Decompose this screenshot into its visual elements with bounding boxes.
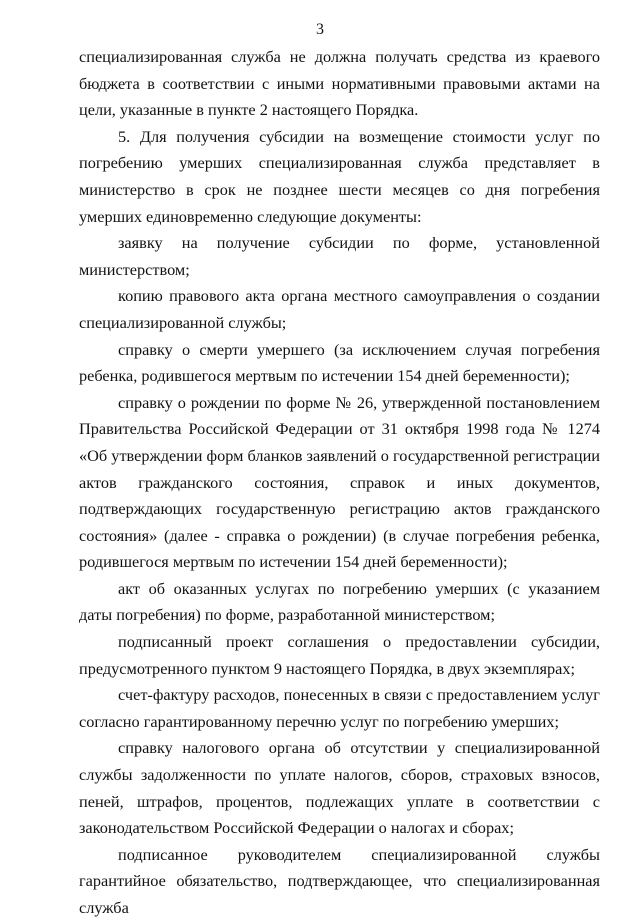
paragraph-guarantee: подписанное руководителем специализированной службы гарантийное обязательство, подтверждающее, что специализированная служба	[79, 844, 600, 917]
paragraph-birth-certificate: справку о рождении по форме № 26, утвержденной постановлением Правительства Российской Федерации от 31 октября 1998 года № 1274 «Об утверждении форм бланков заявлений о государственной регистрации актов гражданского состояния, справок и иных документов, подтверждающих государственную регистрацию актов гражданского состояния» (далее - справка о рождении) (в случае погребения ребенка, родившегося мертвым по истечении 154 дней беременности);	[79, 392, 600, 572]
paragraph-services-act: акт об оказанных услугах по погребению умерших (с указанием даты погребения) по форме, разработанной министерством;	[79, 578, 600, 625]
paragraph-death-certificate: справку о смерти умершего (за исключением случая погребения ребенка, родившегося мертвым по истечении 154 дней беременности);	[79, 339, 600, 386]
paragraph-invoice: счет-фактуру расходов, понесенных в связи с предоставлением услуг согласно гарантированному перечню услуг по погребению умерших;	[79, 685, 600, 731]
paragraph-legal-act-copy: копию правового акта органа местного самоуправления о создании специализированной службы;	[79, 286, 600, 332]
paragraph-agreement-draft: подписанный проект соглашения о предоставлении субсидии, предусмотренного пунктом 9 настоящего Порядка, в двух экземплярах;	[79, 632, 600, 678]
document-body	[79, 44, 600, 922]
paragraph-item-5: 5. Для получения субсидии на возмещение стоимости услуг по погребению умерших специализированная служба представляет в министерство в срок не позднее шести месяцев со дня погребения умерших единовременно следующие документы:	[79, 126, 600, 226]
paragraph-tax-certificate: справку налогового органа об отсутствии у специализированной службы задолженности по уплате налогов, сборов, страховых взносов, пеней, штрафов, процентов, подлежащих уплате в соответствии с законодательством Российской Федерации о налогах и сборах;	[79, 738, 600, 838]
paragraph-continuation: специализированная служба не должна получать средства из краевого бюджета в соответствии с иными нормативными правовыми актами на цели, указанные в пункте 2 настоящего Порядка.	[79, 47, 600, 120]
page-number: 3	[316, 21, 324, 38]
paragraph-application: заявку на получение субсидии по форме, установленной министерством;	[79, 233, 600, 279]
